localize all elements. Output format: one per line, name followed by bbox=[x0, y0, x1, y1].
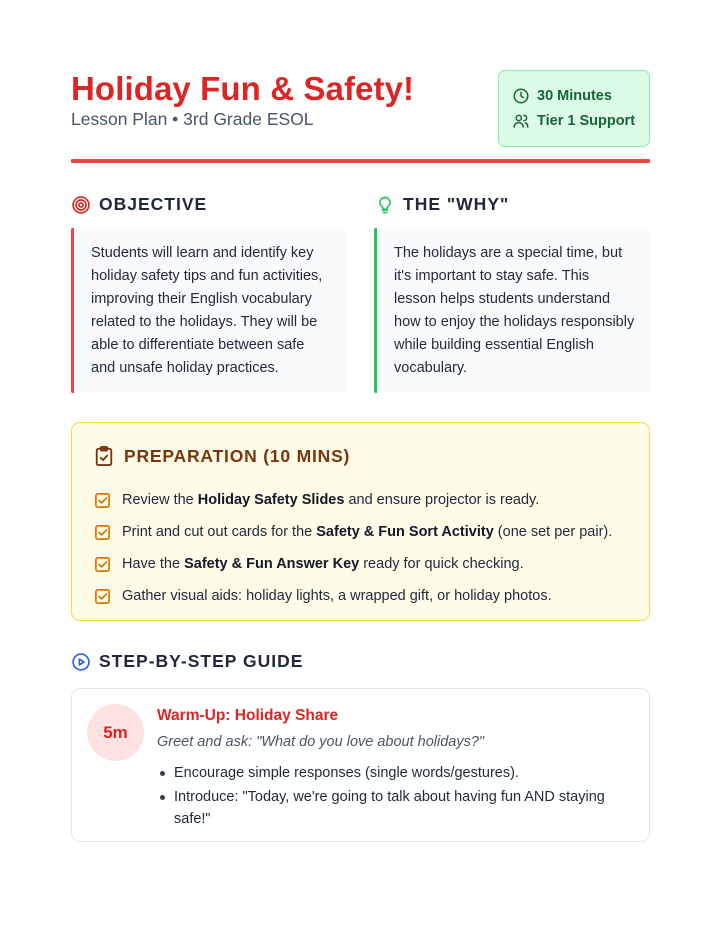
target-icon bbox=[71, 195, 91, 215]
lightbulb-icon bbox=[375, 195, 395, 215]
page-title: Holiday Fun & Safety! bbox=[71, 70, 415, 107]
users-icon bbox=[512, 112, 530, 130]
preparation-heading bbox=[94, 445, 350, 467]
support-row bbox=[512, 112, 635, 130]
duration-row bbox=[512, 87, 612, 105]
preparation-item bbox=[94, 484, 634, 516]
preparation-item bbox=[94, 548, 634, 580]
page-subtitle: Lesson Plan • 3rd Grade ESOL bbox=[71, 109, 314, 129]
checkbox-icon bbox=[94, 556, 111, 573]
preparation-heading-text: PREPARATION (10 MINS) bbox=[124, 445, 351, 466]
preparation-item bbox=[94, 516, 634, 548]
step-prompt: Greet and ask: "What do you love about holidays?" bbox=[157, 734, 485, 750]
preparation-list bbox=[94, 484, 634, 612]
objective-heading-text: OBJECTIVE bbox=[99, 194, 208, 214]
duration-label: 30 Minutes bbox=[537, 88, 612, 104]
play-circle-icon bbox=[71, 652, 91, 672]
checkbox-icon bbox=[94, 524, 111, 541]
preparation-item-text: Print and cut out cards for the Safety & Fun Sort Activity (one set per pair). bbox=[122, 524, 613, 540]
checkbox-icon bbox=[94, 588, 111, 605]
why-card bbox=[374, 228, 649, 393]
preparation-panel bbox=[71, 422, 650, 621]
checkbox-icon bbox=[94, 492, 111, 509]
step-bullet: Introduce: "Today, we're going to talk about having fun AND staying safe!" bbox=[157, 786, 632, 830]
preparation-item-text: Have the Safety & Fun Answer Key ready for quick checking. bbox=[122, 556, 524, 572]
preparation-item-text: Gather visual aids: holiday lights, a wrapped gift, or holiday photos. bbox=[122, 588, 552, 604]
objective-card bbox=[71, 228, 346, 393]
preparation-item bbox=[94, 580, 634, 612]
why-text: The holidays are a special time, but it's important to stay safe. This lesson helps students understand how to enjoy the holidays responsibly while building essential English vocabulary. bbox=[394, 245, 635, 376]
step-bullet-list bbox=[157, 762, 632, 832]
clipboard-check-icon bbox=[94, 445, 114, 467]
step-time-badge: 5m bbox=[87, 704, 144, 761]
clock-icon bbox=[512, 87, 530, 105]
support-label: Tier 1 Support bbox=[537, 113, 636, 129]
why-heading-text: THE "WHY" bbox=[403, 194, 510, 214]
lesson-meta-badge bbox=[498, 70, 650, 147]
steps-heading bbox=[71, 651, 303, 672]
step-title: Warm-Up: Holiday Share bbox=[157, 707, 339, 724]
steps-heading-text: STEP-BY-STEP GUIDE bbox=[99, 651, 304, 671]
header-divider bbox=[71, 159, 650, 163]
preparation-item-text: Review the Holiday Safety Slides and ensure projector is ready. bbox=[122, 492, 540, 508]
objective-heading bbox=[71, 194, 207, 215]
step-card bbox=[71, 688, 650, 842]
header bbox=[71, 70, 650, 148]
objective-text: Students will learn and identify key holiday safety tips and fun activities, improving their English vocabulary related to the holidays. They will be able to differentiate between safe and unsafe holiday practices. bbox=[91, 245, 323, 376]
step-bullet: Encourage simple responses (single words/gestures). bbox=[157, 762, 632, 784]
why-heading bbox=[375, 194, 509, 215]
